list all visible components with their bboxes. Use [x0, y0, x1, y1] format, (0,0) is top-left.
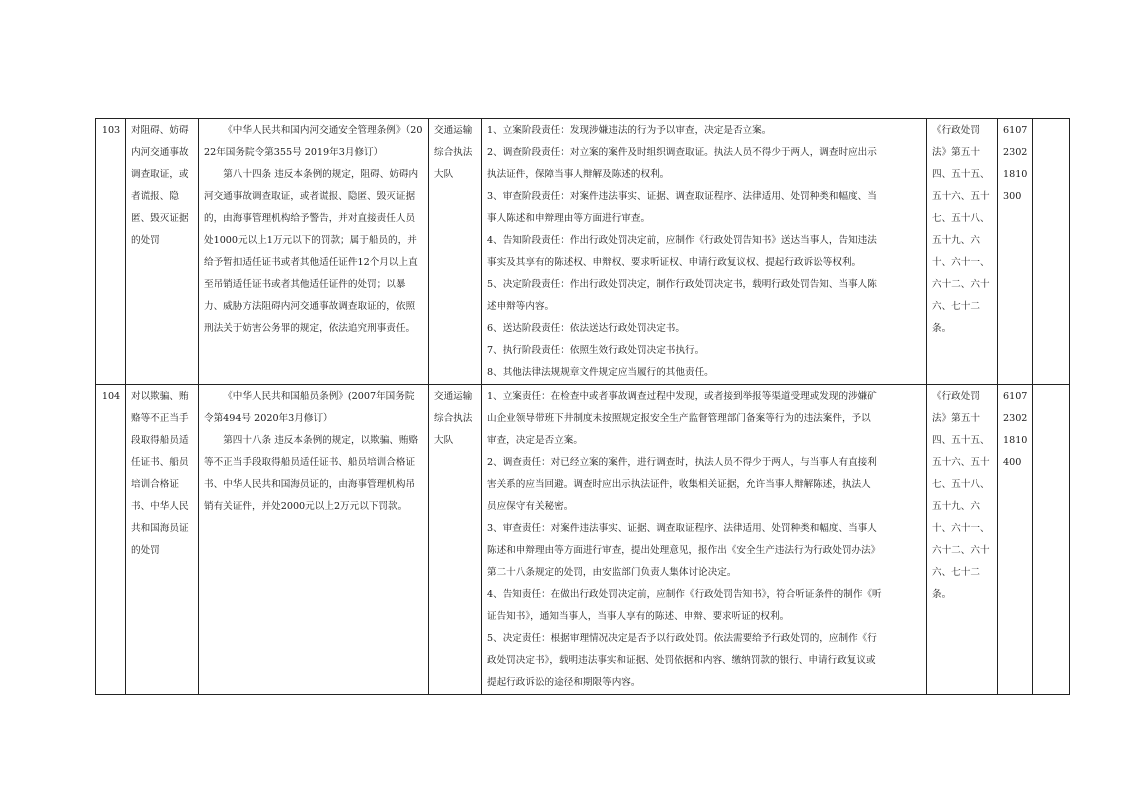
- responsibility-line: 3、审查责任：对案件违法事实、证据、调查取证程序、法律适用、处罚种类和幅度、当事人: [487, 523, 877, 534]
- legal-basis-paragraph: 第八十四条 违反本条例的规定，阻碍、妨碍内河交通事故调查取证，或者谎报、隐匿、毁灭证据的，由海事管理机构给予警告，并对直接责任人员处1000元以上1万元以下的罚款；属于船员的，并给予暂扣适任证书或者其他适任证件12个月以上直至吊销适任证书或者其他适任证件的处罚；以暴力、威胁方法阻碍内河交通事故调查取证的，依照刑法关于妨害公务罪的规定，依法追究刑事责任。: [204, 169, 419, 334]
- responsibility-items: [482, 119, 927, 385]
- row-number-text: 104: [101, 391, 121, 402]
- responsibility-line: 害关系的应当回避。调查时应出示执法证件，收集相关证据，允许当事人辩解陈述，执法人: [487, 479, 871, 490]
- item-name: 对阻碍、妨碍内河交通事故调查取证，或者谎报、隐匿、毁灭证据的处罚: [126, 119, 199, 385]
- legal-basis: [199, 119, 429, 385]
- responsibility-line: 陈述和申辩理由等方面进行审查，提出处理意见，报作出《安全生产违法行为行政处罚办法》: [487, 545, 881, 556]
- responsibility-line: 事实及其享有的陈述权、申辩权、要求听证权、申请行政复议权、提起行政诉讼等权利。: [487, 257, 862, 268]
- responsibility-line: 4、告知阶段责任：作出行政处罚决定前，应制作《行政处罚告知书》送达当事人，告知违法: [487, 235, 877, 246]
- responsibility-line: 第二十八条规定的处罚，由安监部门负责人集体讨论决定。: [487, 567, 737, 578]
- legal-basis-paragraph: 《中华人民共和国内河交通安全管理条例》（2022年国务院令第355号 2019年3月修订）: [204, 125, 423, 158]
- responsibility-line: 审查，决定是否立案。: [487, 435, 583, 446]
- accountability-basis: 《行政处罚法》第五十四、五十五、五十六、五十七、五十八、五十九、六十、六十一、六十二、六十六、七十二条。: [927, 385, 998, 695]
- responsibility-line: 证告知书》，通知当事人，当事人享有的陈述、申辩、要求听证的权利。: [487, 611, 790, 622]
- responsibility-line: 8、其他法律法规规章文件规定应当履行的其他责任。: [487, 367, 714, 378]
- row-number: [96, 385, 126, 695]
- responsibility-line: 4、告知责任：在做出行政处罚决定前，应制作《行政处罚告知书》，符合听证条件的制作《听: [487, 589, 882, 600]
- legal-basis: [199, 385, 429, 695]
- table-row: [96, 119, 1070, 385]
- responsibility-items: [482, 385, 927, 695]
- responsibility-line: 事人陈述和申辩理由等方面进行审查。: [487, 213, 651, 224]
- responsibility-line: 政处罚决定书》，载明违法事实和证据、处罚依据和内容、缴纳罚款的银行、申请行政复议或: [487, 655, 876, 666]
- enforcement-unit: 交通运输综合执法大队: [429, 385, 482, 695]
- item-name: 对以欺骗、贿赂等不正当手段取得船员适任证书、船员培训合格证书、中华人民共和国海员证的处罚: [126, 385, 199, 695]
- responsibility-line: 6、送达阶段责任：依法送达行政处罚决定书。: [487, 323, 685, 334]
- item-code: 610723021810300: [998, 119, 1033, 385]
- responsibility-line: 2、调查责任：对已经立案的案件，进行调查时，执法人员不得少于两人，与当事人有直接利: [487, 457, 877, 468]
- enforcement-unit: 交通运输综合执法大队: [429, 119, 482, 385]
- row-number: [96, 119, 126, 385]
- responsibility-line: 提起行政诉讼的途径和期限等内容。: [487, 677, 641, 688]
- remark-cell: [1033, 119, 1070, 385]
- remark-cell: [1033, 385, 1070, 695]
- responsibility-line: 5、决定责任：根据审理情况决定是否予以行政处罚。依法需要给予行政处罚的，应制作《行: [487, 633, 877, 644]
- responsibility-line: 1、立案阶段责任：发现涉嫌违法的行为予以审查，决定是否立案。: [487, 125, 772, 136]
- legal-basis-paragraph: 《中华人民共和国船员条例》(2007年国务院令第494号 2020年3月修订）: [204, 391, 415, 424]
- responsibility-line: 7、执行阶段责任：依照生效行政处罚决定书执行。: [487, 345, 705, 356]
- responsibility-line: 2、调查阶段责任：对立案的案件及时组织调查取证。执法人员不得少于两人，调查时应出示: [487, 147, 877, 158]
- accountability-basis: 《行政处罚法》第五十四、五十五、五十六、五十七、五十八、五十九、六十、六十一、六十二、六十六、七十二条。: [927, 119, 998, 385]
- row-number-text: 103: [101, 125, 121, 136]
- responsibility-line: 1、立案责任：在检查中或者事故调查过程中发现，或者接到举报等渠道受理或发现的涉嫌矿: [487, 391, 877, 402]
- responsibility-line: 述申辩等内容。: [487, 301, 555, 312]
- responsibility-table: [95, 118, 1070, 695]
- table-row: [96, 385, 1070, 695]
- legal-basis-paragraph: 第四十八条 违反本条例的规定，以欺骗、贿赂等不正当手段取得船员适任证书、船员培训合格证书、中华人民共和国海员证的，由海事管理机构吊销有关证件，并处2000元以上2万元以下罚款。: [204, 435, 419, 512]
- item-code: 610723021810400: [998, 385, 1033, 695]
- responsibility-line: 员应保守有关秘密。: [487, 501, 574, 512]
- responsibility-line: 5、决定阶段责任：作出行政处罚决定，制作行政处罚决定书，载明行政处罚告知、当事人陈: [487, 279, 877, 290]
- responsibility-line: 3、审查阶段责任：对案件违法事实、证据、调查取证程序、法律适用、处罚种类和幅度、当: [487, 191, 877, 202]
- responsibility-line: 执法证件，保障当事人辩解及陈述的权利。: [487, 169, 670, 180]
- responsibility-line: 山企业领导带班下井制度未按照规定报安全生产监督管理部门备案等行为的违法案件，予以: [487, 413, 871, 424]
